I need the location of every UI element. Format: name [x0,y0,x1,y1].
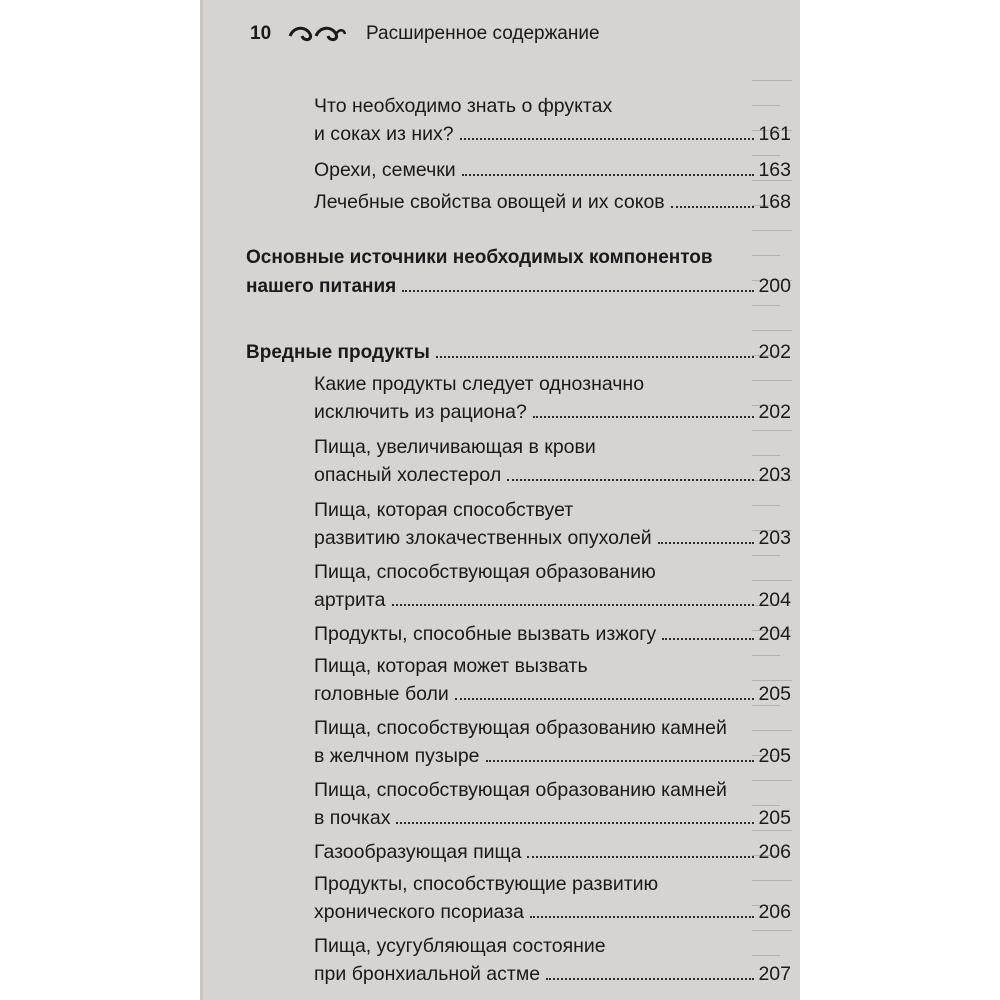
toc-entry-line: Газообразующая пища [314,841,522,863]
toc-page-number: 202 [758,401,791,423]
toc-entry-line: Орехи, семечки [314,159,456,181]
toc-entry-line: опасный холестерол [314,464,502,486]
toc-entry-line: хронического псориаза [314,901,524,923]
toc-entry [314,932,791,988]
toc-entry-line: Лечебные свойства овощей и их соков [314,191,665,213]
toc-entry-line: артрита [314,589,386,611]
toc-page-number: 200 [758,275,791,297]
toc-page-number: 203 [758,527,791,549]
book-page [200,0,800,1000]
toc-entry [314,870,791,926]
toc-page-number: 202 [758,341,791,363]
toc-entry [314,620,791,648]
page-edge-shadow [200,0,203,1000]
toc-entry-line: Пища, способствующая образованию камней [314,717,727,739]
toc-page-number: 204 [758,589,791,611]
leader-dots [530,916,755,918]
toc-entry [314,188,791,216]
toc-entry [314,370,791,426]
toc-entry-line: исключить из рациона? [314,401,527,423]
toc-entry [314,496,791,552]
leader-dots [462,174,755,176]
leader-dots [455,698,755,700]
leader-dots [546,978,754,980]
toc-entry [314,838,791,866]
toc-entry-line: Какие продукты следует однозначно [314,373,645,395]
leader-dots [533,416,755,418]
toc-entry-line: Пища, которая может вызвать [314,655,588,677]
page-number: 10 [250,23,272,44]
toc-page-number: 207 [758,963,791,985]
toc-entry-line: Пища, усугубляющая состояние [314,935,606,957]
leader-dots [527,856,754,858]
toc-page-number: 203 [758,464,791,486]
toc-entry-line: нашего питания [246,276,397,297]
toc-entry [314,433,791,489]
toc-entry-line: в почках [314,807,391,829]
toc-page-number: 205 [758,683,791,705]
leader-dots [507,479,754,481]
toc-page-number: 204 [758,623,791,645]
toc-entry-line: Пища, способствующая образованию [314,561,656,583]
toc-page-number: 161 [758,123,791,145]
toc-entry [314,92,791,148]
leader-dots [392,604,755,606]
toc-page-number: 205 [758,807,791,829]
toc-page-number: 168 [758,191,791,213]
toc-page-number: 163 [758,159,791,181]
toc-page-number: 205 [758,745,791,767]
toc-entry-line: Основные источники необходимых компонентов [246,247,713,268]
toc-entry-line: Что необходимо знать о фруктах [314,95,613,117]
leader-dots [402,290,754,292]
toc-section [246,338,791,367]
toc-entry-line: Вредные продукты [246,342,430,363]
toc-entry-line: в желчном пузыре [314,745,480,767]
toc-page-number: 206 [758,901,791,923]
toc-page-number: 206 [758,841,791,863]
toc-entry [314,776,791,832]
toc-entry-line: Продукты, способствующие развитию [314,873,659,895]
running-header [250,18,600,50]
leader-dots [658,542,755,544]
leader-dots [436,356,755,358]
toc-entry [314,156,791,184]
toc-entry [314,652,791,708]
toc-entry-line: Продукты, способные вызвать изжогу [314,623,657,645]
leader-dots [486,760,755,762]
leader-dots [396,822,754,824]
toc-entry-line: Пища, увеличивающая в крови [314,436,596,458]
toc-entry [314,714,791,770]
leader-dots [662,638,754,640]
leader-dots [460,138,755,140]
ornament-icon [286,22,348,46]
toc-entry-line: и соках из них? [314,123,454,145]
toc-entry-line: головные боли [314,683,449,705]
toc-entry [314,558,791,614]
toc-entry-line: развитию злокачественных опухолей [314,527,652,549]
leader-dots [671,206,755,208]
toc-entry-line: Пища, способствующая образованию камней [314,779,727,801]
toc-entry-line: Пища, которая способствует [314,499,574,521]
toc-section [246,244,791,301]
header-title: Расширенное содержание [366,23,600,44]
toc-entry-line: при бронхиальной астме [314,963,541,985]
